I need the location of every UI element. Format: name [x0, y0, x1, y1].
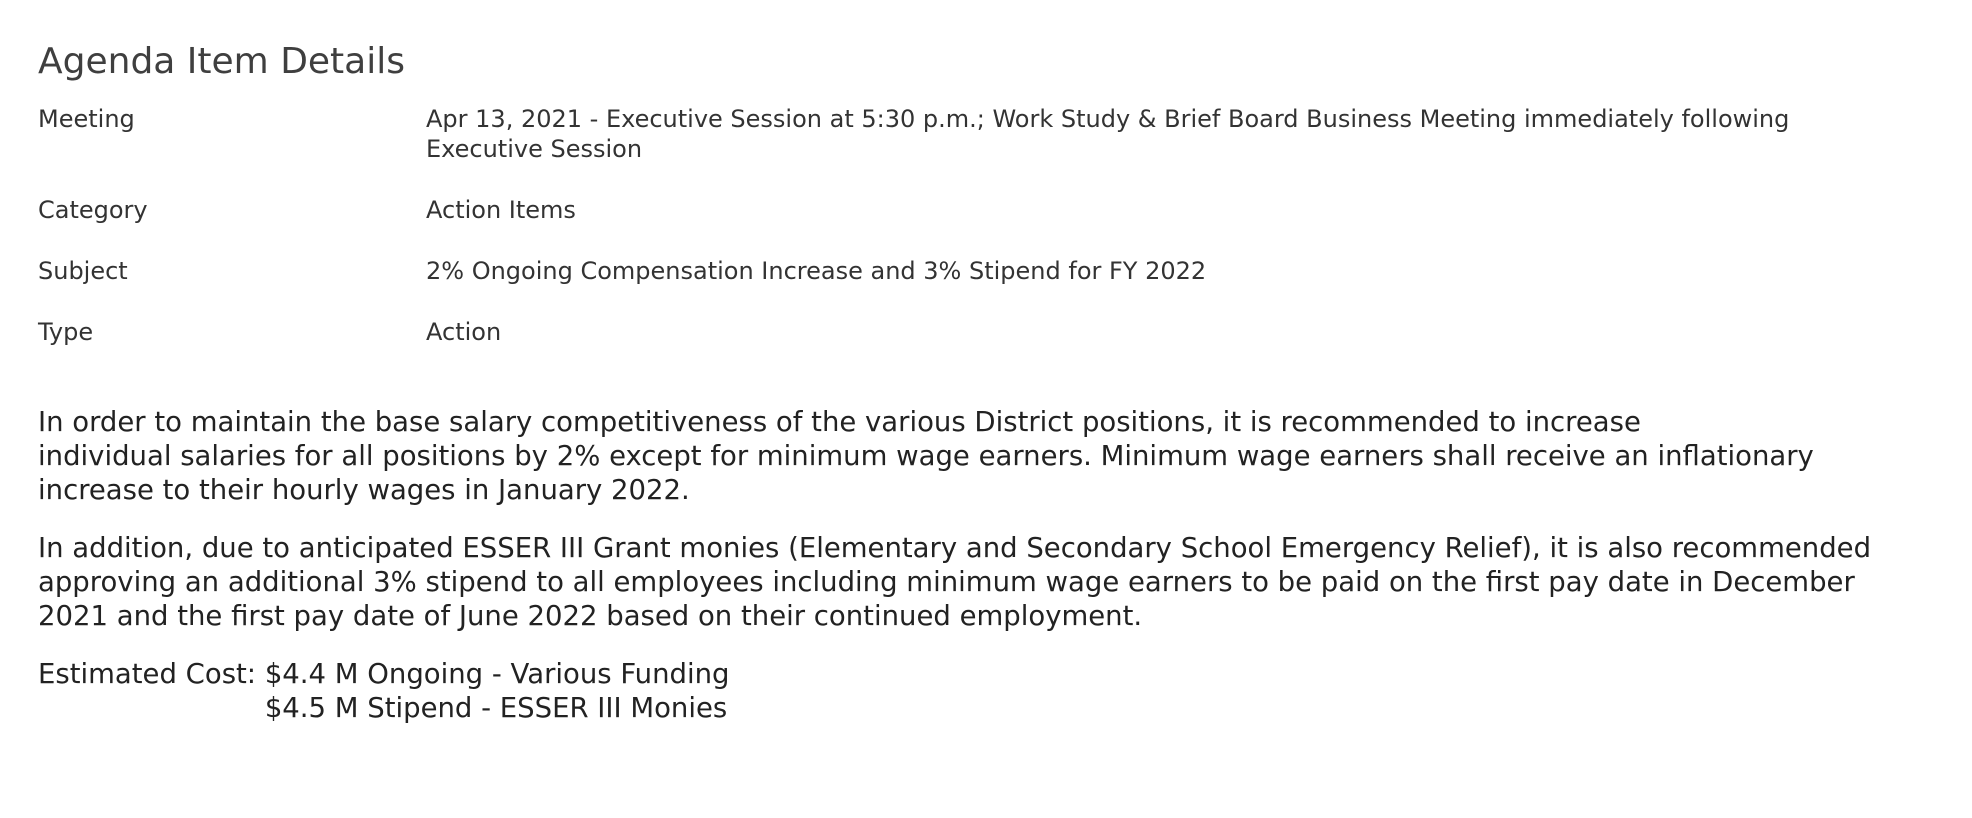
paragraph-line: individual salaries for all positions by 2% except for minimum wage earners. Minimum wage earners shall receive an inflationary: [38, 440, 1814, 472]
type-row: [38, 317, 1972, 347]
cost-line-stipend: $4.5 M Stipend - ESSER III Monies: [264, 692, 728, 724]
category-label: Category: [38, 196, 148, 224]
category-value: Action Items: [426, 196, 576, 224]
meeting-value: Apr 13, 2021 - Executive Session at 5:30 p.m.; Work Study & Brief Board Business Meeting immediately following Executive Session: [426, 105, 1790, 163]
cost-line-ongoing: $4.4 M Ongoing - Various Funding: [264, 658, 730, 690]
details-section: [38, 104, 1972, 347]
type-label: Type: [38, 318, 94, 346]
subject-row: [38, 256, 1972, 286]
subject-label: Subject: [38, 257, 128, 285]
type-value: Action: [426, 318, 502, 346]
meeting-row: [38, 104, 1972, 164]
paragraph-line: In order to maintain the base salary competitiveness of the various District positions, it is recommended to increase: [38, 406, 1641, 438]
estimated-cost-lines: [265, 657, 730, 725]
paragraph-line: In addition, due to anticipated ESSER III Grant monies (Elementary and Secondary School Emergency Relief), it is also recommended: [38, 532, 1872, 564]
category-row: [38, 195, 1972, 225]
meeting-label: Meeting: [38, 105, 135, 133]
subject-value: 2% Ongoing Compensation Increase and 3% Stipend for FY 2022: [426, 257, 1207, 285]
page-title: Agenda Item Details: [38, 41, 405, 82]
estimated-cost: [38, 657, 1938, 725]
item-description: [38, 405, 1938, 725]
paragraph-line: approving an additional 3% stipend to all employees including minimum wage earners to be paid on the first pay date in December: [38, 566, 1855, 598]
paragraph-line: increase to their hourly wages in January 2022.: [38, 474, 690, 506]
estimated-cost-label: Estimated Cost:: [38, 658, 265, 690]
description-paragraph-2: [38, 531, 1938, 633]
paragraph-line: 2021 and the first pay date of June 2022 based on their continued employment.: [38, 600, 1143, 632]
description-paragraph-1: [38, 405, 1938, 507]
